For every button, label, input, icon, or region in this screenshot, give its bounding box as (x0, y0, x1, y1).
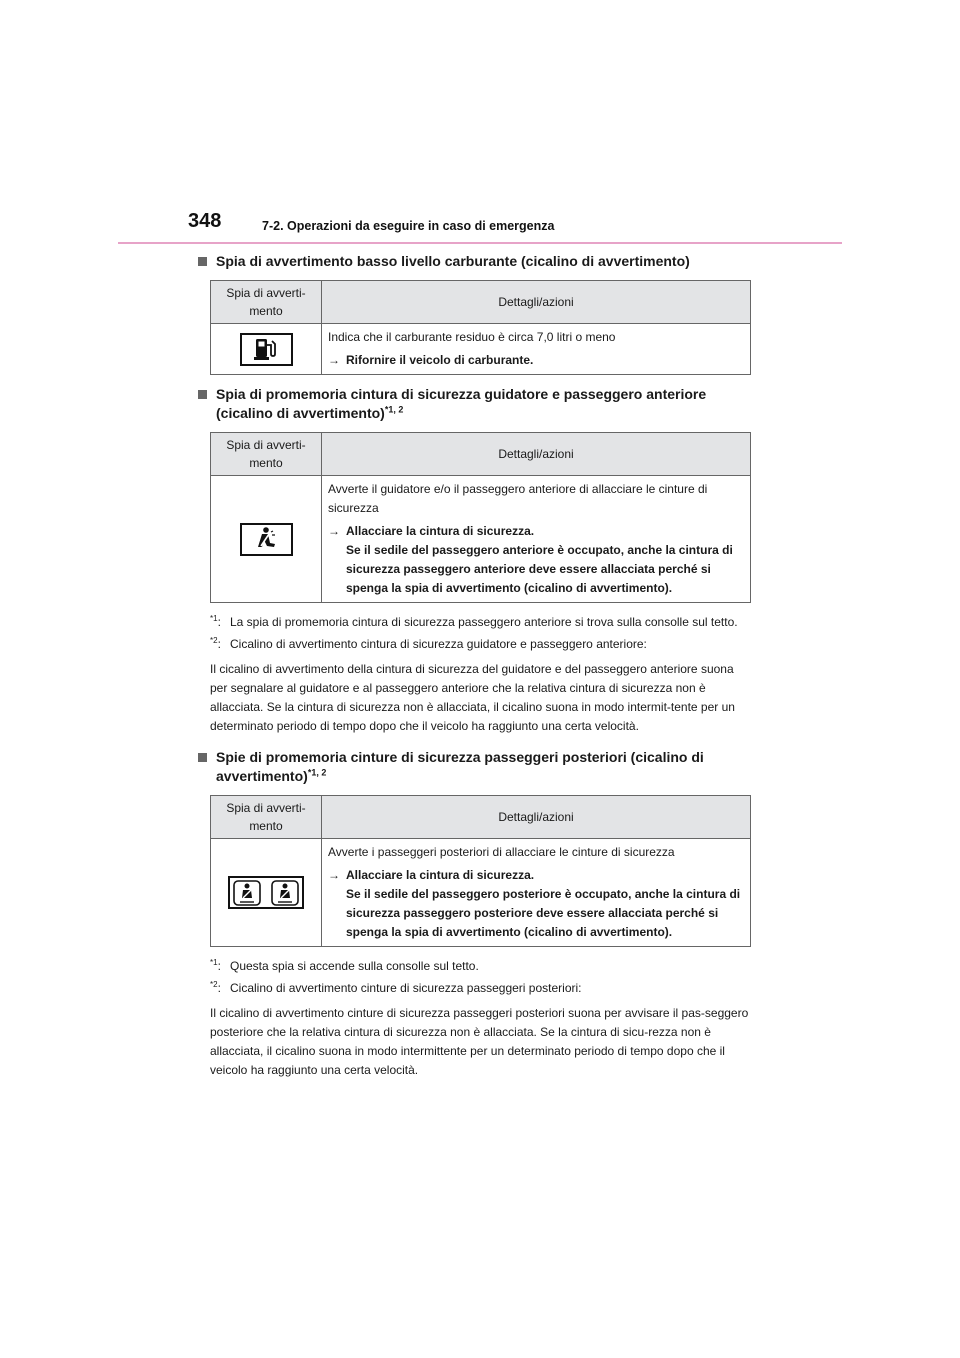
details-text: Indica che il carburante residuo è circa 7,0 litri o meno (328, 330, 616, 344)
details-text: Avverte i passeggeri posteriori di allacciare le cinture di sicurezza (328, 845, 675, 859)
chapter-title: 7-2. Operazioni da eseguire in caso di emergenza (262, 219, 555, 233)
footnote-text: Questa spia si accende sulla consolle sul tetto. (230, 959, 479, 973)
col-header-warning-light: Spia di avverti-mento (211, 796, 322, 839)
details-cell (322, 839, 751, 947)
action-extra-text: Se il sedile del passeggero anteriore è occupato, anche la cintura di sicurezza passeggero anteriore deve essere allacciata perché si spenga la spia di avvertimento (cicalino di avvertimento). (346, 543, 733, 595)
action-text: → Allacciare la cintura di sicurezza. (328, 866, 744, 885)
arrow-icon: → (328, 868, 340, 882)
footnote: $^{*1}$: Questa spia si accende sulla consolle sul tetto. (210, 958, 479, 973)
table-header-row (211, 433, 751, 476)
footnote: $^{*2}$: Cicalino di avvertimento cinture di sicurezza passeggeri posteriori: (210, 980, 582, 995)
fuel-warning-table (210, 280, 751, 375)
bullet-square-icon (198, 390, 207, 399)
section-heading-front-seatbelt: Spia di promemoria cintura di sicurezza guidatore e passeggero anteriore (cicalino di avvertimento)$^{*1, 2}$ (210, 385, 752, 423)
rear-seatbelt-table (210, 795, 751, 947)
col-header-warning-light: Spia di avverti-mento (211, 433, 322, 476)
page-number: 348 (188, 210, 222, 232)
body-paragraph: Il cicalino di avvertimento della cintura di sicurezza del guidatore e del passeggero anteriore suona per segnalare al guidatore e al passeggero anteriore che la relativa cintura di sicurezza non è allacciata. Se la cintura di sicurezza non è allacciata, il cicalino suona in modo intermit-tente per un determinato periodo di tempo dopo che il veicolo ha raggiunto una certa velocità. (210, 662, 735, 733)
arrow-icon: → (328, 524, 340, 538)
action-text: → Rifornire il veicolo di carburante. (328, 351, 744, 370)
col-header-warning-light: Spia di avverti-mento (211, 281, 322, 324)
seatbelt-reminder-icon (240, 523, 293, 556)
action-text: → Allacciare la cintura di sicurezza. (328, 522, 744, 541)
action-extra-text: Se il sedile del passeggero posteriore è occupato, anche la cintura di sicurezza passeggero posteriore deve essere allacciata perché si spenga la spia di avvertimento (cicalino di avvertimento). (346, 887, 741, 939)
body-paragraph: Il cicalino di avvertimento cinture di sicurezza passeggeri posteriori suona per avvisare il pas-seggero posteriore che la relativa cintura di sicurezza non è allacciata. Se la cintura di sicu-rezza non è allacciata, il cicalino suona in modo intermittente per un determinato periodo di tempo dopo che il veicolo ha raggiunto una certa velocità. (210, 1006, 749, 1077)
table-row (211, 324, 751, 375)
section-heading-rear-seatbelt: Spie di promemoria cinture di sicurezza passeggeri posteriori (cicalino di avvertimento)$^{*1, 2}$ (210, 748, 752, 786)
header-rule (118, 242, 842, 244)
footnote-mark: *1 (210, 614, 218, 623)
page-content (210, 252, 752, 1092)
table-header-row (211, 281, 751, 324)
details-cell (322, 476, 751, 603)
footnote-text: Cicalino di avvertimento cinture di sicurezza passeggeri posteriori: (230, 981, 582, 995)
bullet-square-icon (198, 753, 207, 762)
footnote: $^{*1}$: La spia di promemoria cintura di sicurezza passeggero anteriore si trova sulla consolle sul tetto. (210, 614, 738, 629)
arrow-icon: → (328, 353, 340, 367)
footnote-text: La spia di promemoria cintura di sicurezza passeggero anteriore si trova sulla consolle sul tetto. (230, 615, 738, 629)
icon-cell (211, 324, 322, 375)
footnote-mark: *2 (210, 636, 218, 645)
table-row (211, 476, 751, 603)
footnote: $^{*2}$: Cicalino di avvertimento cintura di sicurezza guidatore e passeggero anteriore: (210, 636, 647, 651)
footnote-mark: *2 (210, 980, 218, 989)
table-row (211, 839, 751, 947)
fuel-pump-icon (240, 333, 293, 366)
col-header-details: Dettagli/azioni (322, 796, 751, 839)
details-cell (322, 324, 751, 375)
col-header-details: Dettagli/azioni (322, 281, 751, 324)
icon-cell (211, 839, 322, 947)
front-seatbelt-table (210, 432, 751, 603)
details-text: Avverte il guidatore e/o il passeggero anteriore di allacciare le cinture di sicurezza (328, 482, 708, 515)
footnote-text: Cicalino di avvertimento cintura di sicurezza guidatore e passeggero anteriore: (230, 637, 647, 651)
bullet-square-icon (198, 257, 207, 266)
col-header-details: Dettagli/azioni (322, 433, 751, 476)
section-heading-fuel: Spia di avvertimento basso livello carburante (cicalino di avvertimento) (210, 252, 752, 271)
heading-footnote-ref: *1, 2 (307, 767, 327, 778)
rear-seatbelt-reminder-icon (228, 876, 304, 909)
table-header-row (211, 796, 751, 839)
footnote-mark: *1 (210, 958, 218, 967)
heading-footnote-ref: *1, 2 (384, 404, 404, 415)
icon-cell (211, 476, 322, 603)
